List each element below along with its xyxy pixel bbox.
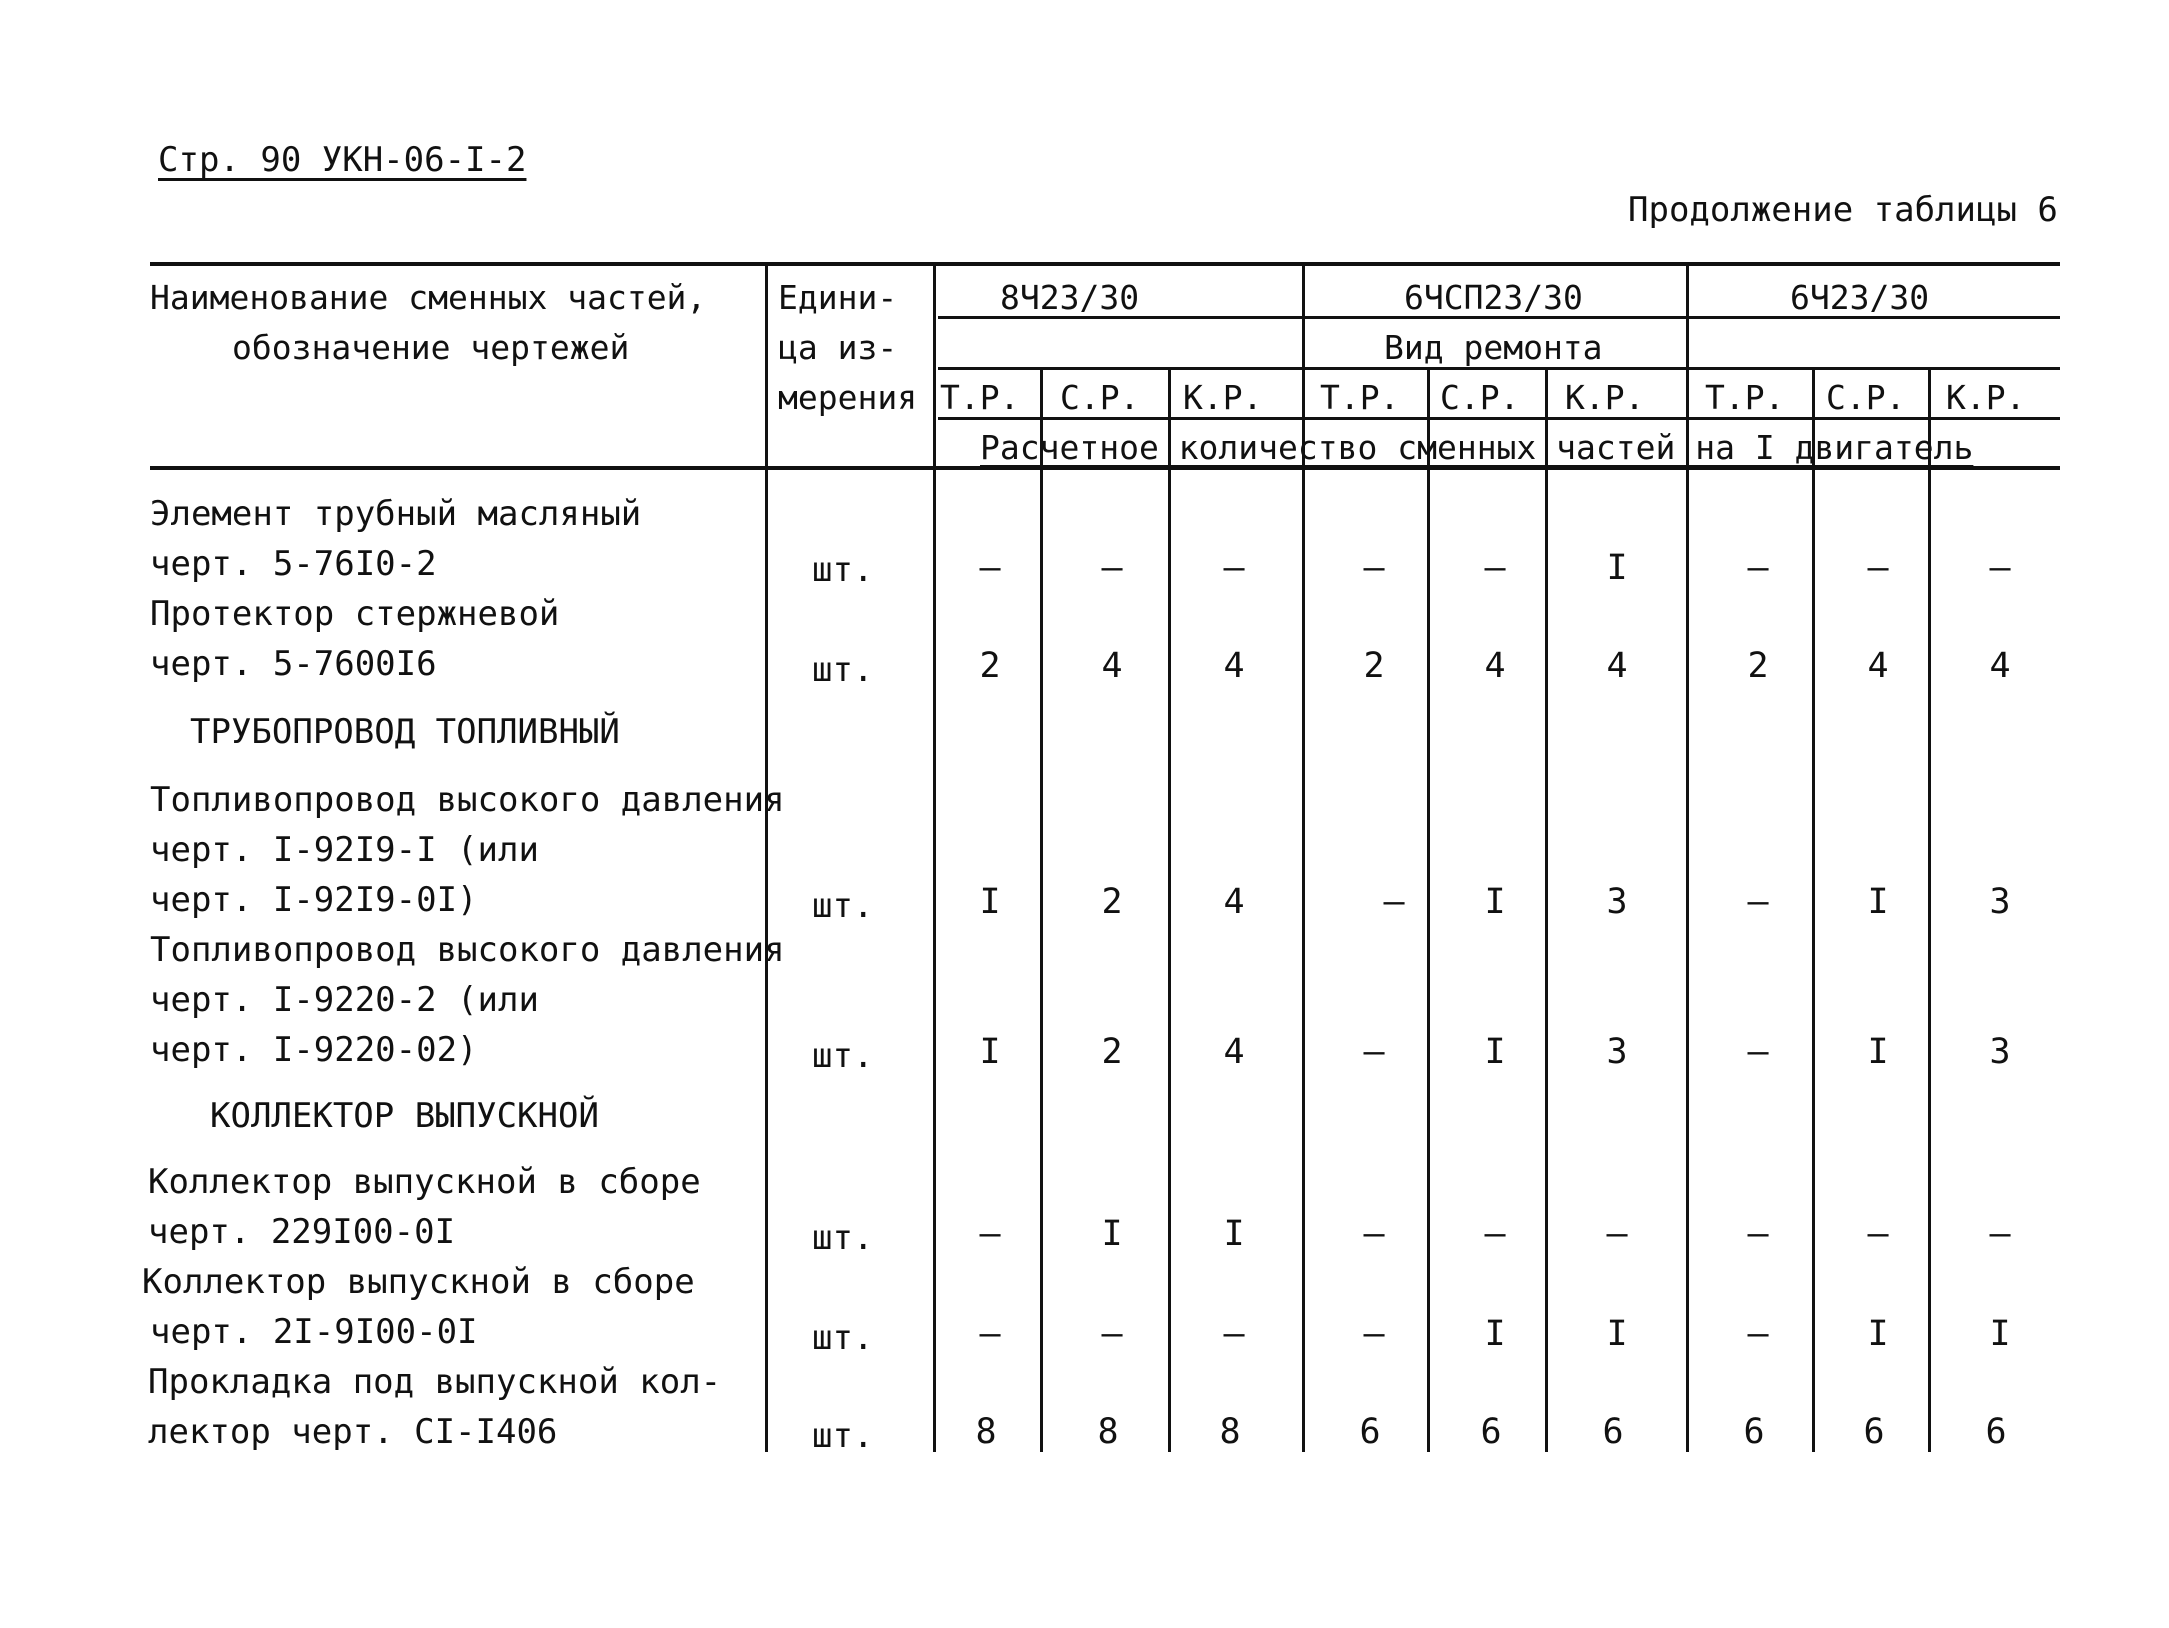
repair-column-header: Т.Р. — [940, 378, 1020, 417]
repair-column-header: Т.Р. — [1320, 378, 1400, 417]
value-cell: 3 — [1989, 1032, 2011, 1072]
value-cell: I — [1484, 1314, 1506, 1354]
repair-type-header: Вид ремонта — [1384, 328, 1603, 367]
value-cell: I — [1867, 882, 1889, 922]
value-cell: 6 — [1863, 1412, 1885, 1452]
unit-cell: шт. — [812, 1318, 874, 1358]
repair-column-header: С.Р. — [1440, 378, 1520, 417]
engine-header: 6ЧСП23/30 — [1404, 278, 1583, 317]
part-name: Топливопровод высокого давления — [150, 930, 785, 970]
table-top-rule — [150, 262, 2060, 266]
value-cell: – — [1747, 1314, 1769, 1354]
value-cell: I — [1484, 1032, 1506, 1072]
calc-quantity-note: Расчетное количество сменных частей на I двигатель — [980, 428, 1974, 467]
value-cell: – — [1867, 1214, 1889, 1254]
part-drawing: черт. 5-7600I6 — [150, 644, 437, 684]
value-cell: 3 — [1989, 882, 2011, 922]
part-drawing: черт. 2I-9I00-0I — [150, 1312, 478, 1352]
value-cell: – — [1867, 548, 1889, 588]
part-name: Коллектор выпускной в сборе — [148, 1162, 701, 1202]
value-cell: – — [1363, 548, 1385, 588]
page-reference: Стр. 90 УКН-06-I-2 — [158, 140, 527, 180]
value-cell: 4 — [1101, 646, 1123, 686]
section-heading: КОЛЛЕКТОР ВЫПУСКНОЙ — [210, 1096, 599, 1136]
part-drawing: черт. I-9220-02) — [150, 1030, 478, 1070]
part-name: Топливопровод высокого давления — [150, 780, 785, 820]
name-column-header-2: обозначение чертежей — [232, 328, 630, 367]
value-cell: 6 — [1743, 1412, 1765, 1452]
value-cell: I — [1867, 1032, 1889, 1072]
value-cell: I — [1484, 882, 1506, 922]
part-drawing: лектор черт. CI-I406 — [148, 1412, 558, 1452]
value-cell: 4 — [1484, 646, 1506, 686]
value-cell: 4 — [1223, 1032, 1245, 1072]
value-cell: – — [979, 1214, 1001, 1254]
value-cell: – — [979, 548, 1001, 588]
value-cell: – — [1101, 548, 1123, 588]
value-cell: 2 — [979, 646, 1001, 686]
unit-cell: шт. — [812, 1218, 874, 1258]
unit-cell: шт. — [812, 886, 874, 926]
value-cell: – — [1747, 882, 1769, 922]
value-cell: 2 — [1363, 646, 1385, 686]
value-cell: – — [1363, 1314, 1385, 1354]
value-cell: – — [1606, 1214, 1628, 1254]
value-cell: 2 — [1101, 882, 1123, 922]
unit-column-header: Едини- — [778, 278, 898, 317]
value-cell: – — [1383, 882, 1405, 922]
part-drawing: черт. 229I00-0I — [148, 1212, 456, 1252]
unit-cell: шт. — [812, 1416, 874, 1456]
repair-divider — [1040, 367, 1043, 1452]
repair-divider — [1168, 367, 1171, 1452]
value-cell: I — [1606, 548, 1628, 588]
repair-column-header: С.Р. — [1060, 378, 1140, 417]
repair-columns-rule — [938, 417, 2060, 420]
unit-values-divider — [933, 262, 936, 1452]
unit-column-header-3: мерения — [778, 378, 918, 417]
part-drawing: черт. I-92I9-I (или — [150, 830, 539, 870]
value-cell: – — [1484, 1214, 1506, 1254]
unit-cell: шт. — [812, 550, 874, 590]
engine-header: 6Ч23/30 — [1790, 278, 1930, 317]
part-drawing: черт. I-92I9-0I) — [150, 880, 478, 920]
unit-column-header-2: ца из- — [778, 328, 898, 367]
value-cell: I — [1606, 1314, 1628, 1354]
value-cell: I — [1101, 1214, 1123, 1254]
value-cell: 3 — [1606, 882, 1628, 922]
repair-divider — [1928, 367, 1931, 1452]
value-cell: 3 — [1606, 1032, 1628, 1072]
value-cell: 8 — [975, 1412, 997, 1452]
name-unit-divider — [765, 262, 768, 1452]
value-cell: 6 — [1480, 1412, 1502, 1452]
value-cell: 8 — [1219, 1412, 1241, 1452]
part-drawing: черт. 5-76I0-2 — [150, 544, 437, 584]
value-cell: I — [1223, 1214, 1245, 1254]
value-cell: 8 — [1097, 1412, 1119, 1452]
value-cell: 4 — [1867, 646, 1889, 686]
value-cell: 6 — [1985, 1412, 2007, 1452]
repair-type-rule — [938, 367, 2060, 370]
value-cell: 4 — [1223, 646, 1245, 686]
value-cell: 4 — [1989, 646, 2011, 686]
repair-column-header: С.Р. — [1826, 378, 1906, 417]
engine-header: 8Ч23/30 — [1000, 278, 1140, 317]
value-cell: – — [1747, 1214, 1769, 1254]
value-cell: – — [1101, 1314, 1123, 1354]
value-cell: 2 — [1747, 646, 1769, 686]
repair-column-header: К.Р. — [1183, 378, 1263, 417]
repair-column-header: К.Р. — [1565, 378, 1645, 417]
value-cell: 2 — [1101, 1032, 1123, 1072]
value-cell: – — [1484, 548, 1506, 588]
value-cell: 6 — [1602, 1412, 1624, 1452]
value-cell: 6 — [1359, 1412, 1381, 1452]
value-cell: – — [1747, 1032, 1769, 1072]
value-cell: – — [1223, 548, 1245, 588]
name-column-header: Наименование сменных частей, — [150, 278, 707, 317]
value-cell: 4 — [1606, 646, 1628, 686]
repair-column-header: К.Р. — [1946, 378, 2026, 417]
repair-divider — [1545, 367, 1548, 1452]
value-cell: – — [1223, 1314, 1245, 1354]
section-heading: ТРУБОПРОВОД ТОПЛИВНЫЙ — [190, 712, 620, 752]
value-cell: I — [1989, 1314, 2011, 1354]
table-continuation-label: Продолжение таблицы 6 — [1628, 190, 2058, 230]
value-cell: I — [979, 1032, 1001, 1072]
repair-divider — [1812, 367, 1815, 1452]
unit-cell: шт. — [812, 1036, 874, 1076]
value-cell: – — [1363, 1032, 1385, 1072]
part-name: Прокладка под выпускной кол- — [148, 1362, 722, 1402]
value-cell: – — [979, 1314, 1001, 1354]
part-drawing: черт. I-9220-2 (или — [150, 980, 539, 1020]
value-cell: 4 — [1223, 882, 1245, 922]
value-cell: – — [1989, 1214, 2011, 1254]
value-cell: – — [1747, 548, 1769, 588]
repair-column-header: Т.Р. — [1705, 378, 1785, 417]
value-cell: I — [979, 882, 1001, 922]
part-name: Коллектор выпускной в сборе — [142, 1262, 695, 1302]
part-name: Протектор стержневой — [150, 594, 560, 634]
value-cell: I — [1867, 1314, 1889, 1354]
value-cell: – — [1363, 1214, 1385, 1254]
unit-cell: шт. — [812, 650, 874, 690]
value-cell: – — [1989, 548, 2011, 588]
part-name: Элемент трубный масляный — [150, 494, 642, 534]
